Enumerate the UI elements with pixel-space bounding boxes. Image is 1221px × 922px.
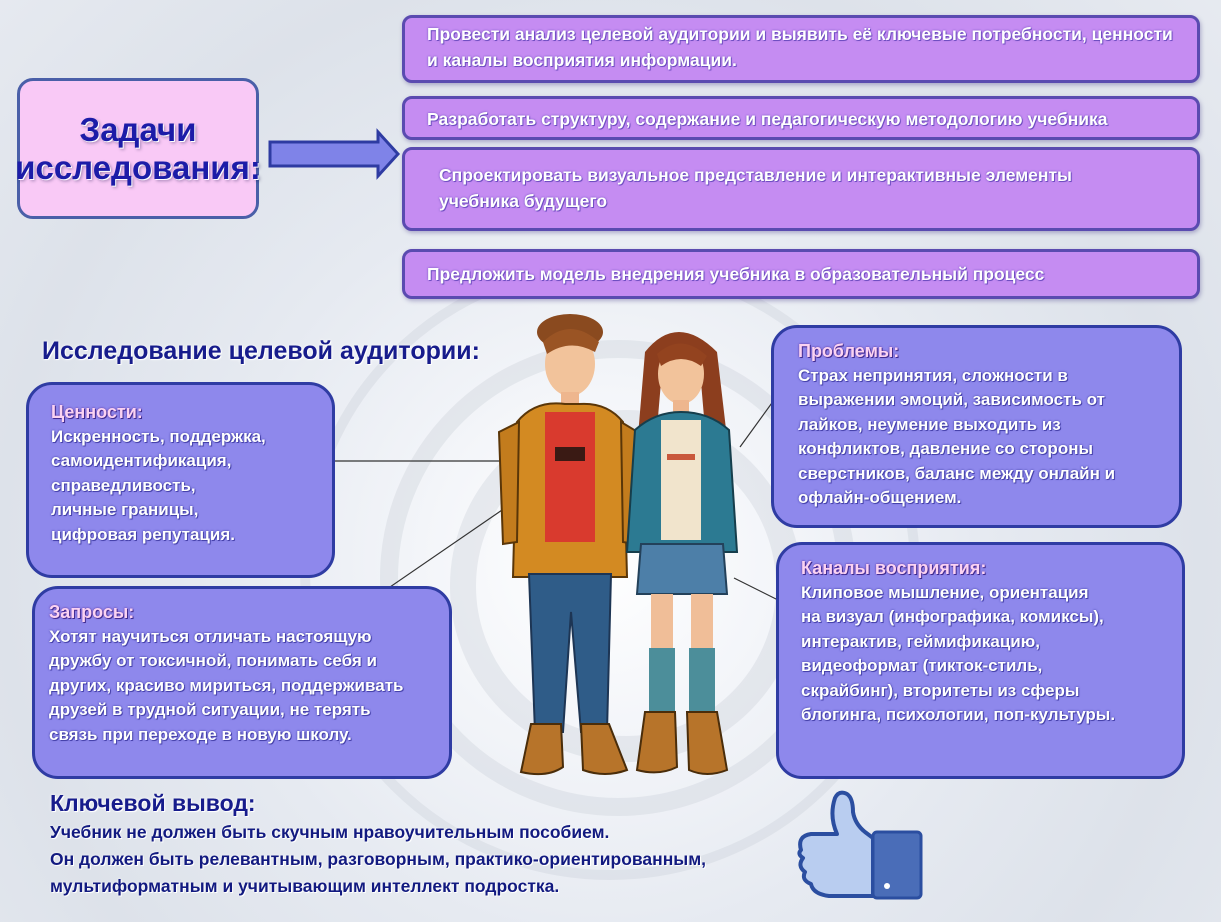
channels-bubble [776, 542, 1185, 779]
requests-bubble [32, 586, 452, 779]
boy-figure [499, 314, 641, 774]
task-item-1: Провести анализ целевой аудитории и выявить её ключевые потребности, ценности и каналы восприятия информации. [402, 15, 1200, 83]
task-item-3: Спроектировать визуальное представление и интерактивные элементы учебника будущего [402, 147, 1200, 231]
values-text: Искренность, поддержка, самоидентификация, справедливость, личные границы, цифровая репутация. [51, 426, 266, 544]
teen-boy-and-girl-illustration [495, 312, 755, 792]
channels-title: Каналы восприятия: [801, 558, 987, 578]
problems-bubble [771, 325, 1182, 528]
conclusion-line-1: Учебник не должен быть скучным нравоучительным пособием. [50, 822, 610, 842]
conclusion-heading: Ключевой вывод: [50, 790, 256, 816]
conclusion-line-3: мультиформатным и учитывающим интеллект подростка. [50, 876, 560, 896]
requests-title: Запросы: [49, 602, 135, 622]
values-bubble [26, 382, 335, 578]
problems-text: Страх непринятия, сложности в выражении эмоций, зависимость от лайков, неумение выходить из конфликтов, давление со стороны сверстников, баланс между онлайн и офлайн-общением. [798, 365, 1116, 507]
problems-title: Проблемы: [798, 341, 900, 361]
thumbs-up-icon [793, 788, 928, 903]
values-title: Ценности: [51, 402, 143, 422]
task-item-4: Предложить модель внедрения учебника в образовательный процесс [402, 249, 1200, 299]
girl-figure [627, 332, 737, 774]
task-item-2: Разработать структуру, содержание и педагогическую методологию учебника [402, 96, 1200, 140]
tasks-title: Задачи исследования: [15, 110, 261, 186]
requests-text: Хотят научиться отличать настоящую дружбу от токсичной, понимать себя и других, красиво мириться, поддерживать друзей в трудной ситуации, не терять связь при переходе в новую школу. [49, 626, 404, 744]
conclusion-line-2: Он должен быть релевантным, разговорным, практико-ориентированным, [50, 849, 707, 869]
audience-heading: Исследование целевой аудитории: [42, 337, 480, 365]
channels-text: Клиповое мышление, ориентация на визуал (инфографика, комиксы), интерактив, геймификацию, видеоформат (тикток-стиль, скрайбинг), вторитеты из сферы блогинга, психологии, поп-культуры. [801, 582, 1116, 724]
